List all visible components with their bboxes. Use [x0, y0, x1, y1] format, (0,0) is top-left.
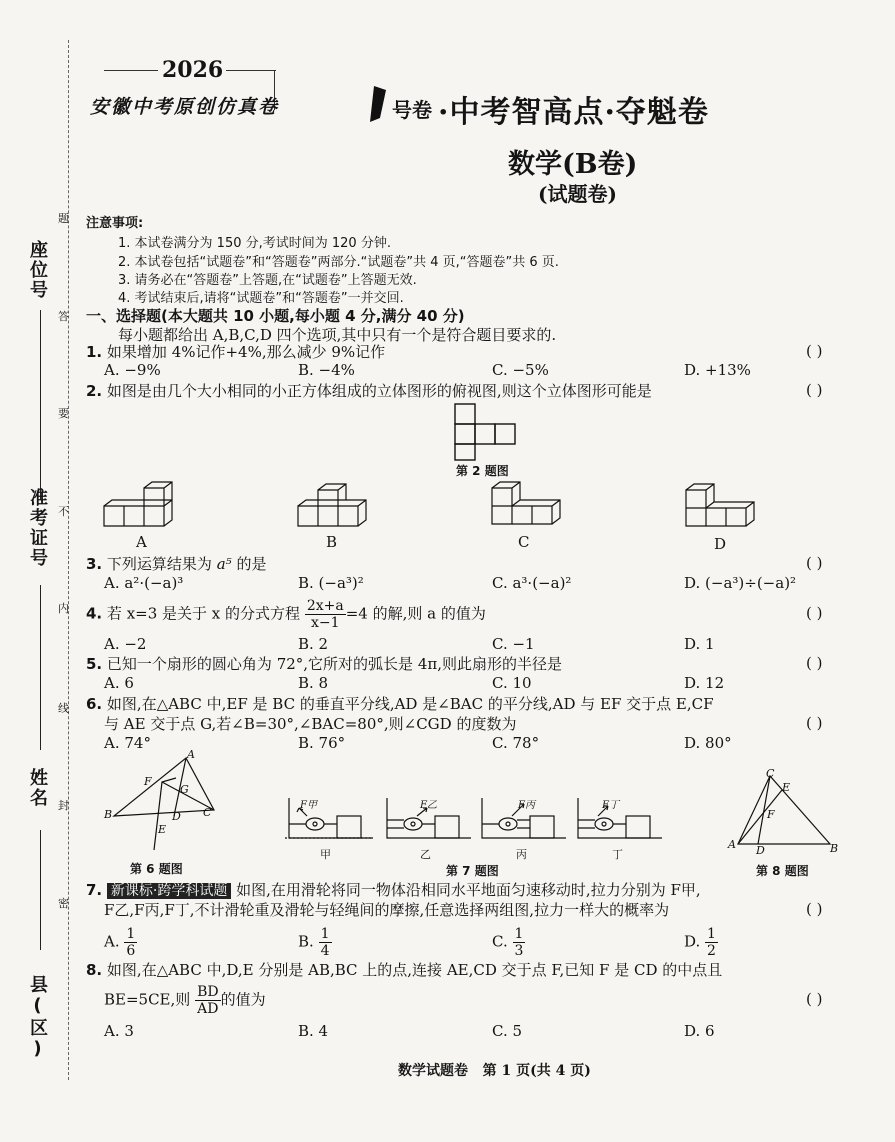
option-d: D. 1 — [684, 635, 715, 653]
option-c: C. a³·(−a)² — [492, 574, 572, 592]
fraction-denominator: AD — [197, 1001, 219, 1017]
fig8-label-f: F — [767, 808, 775, 821]
answer-paren: ( ) — [806, 381, 823, 399]
option-d: D. 80° — [684, 734, 732, 752]
fraction-denominator: 2 — [707, 943, 716, 959]
cube-figure-b — [294, 484, 384, 528]
seal-char: 线 — [58, 702, 69, 715]
figure-caption: 第 8 题图 — [756, 864, 809, 878]
option-d: D. +13% — [684, 361, 751, 379]
option-d: D. 12 — [684, 674, 725, 692]
fig6-label-b: B — [104, 808, 113, 821]
option-d: D. 6 — [684, 1022, 715, 1040]
series-title: 安徽中考原创仿真卷 — [90, 96, 280, 118]
note-item: 3. 请务必在“答题卷”上答题,在“试题卷”上答题无效. — [118, 273, 417, 288]
fraction — [305, 598, 346, 631]
note-item: 2. 本试卷包括“试题卷”和“答题卷”两部分.“试题卷”共 4 页,“答题卷”共 6 页. — [118, 255, 559, 270]
note-item: 4. 考试结束后,请将“试题卷”和“答题卷”一并交回. — [118, 291, 404, 306]
question-number: 4. — [86, 604, 103, 623]
option-c — [492, 926, 525, 959]
name-label: 姓名 — [27, 768, 48, 808]
fig6-label-a: A — [187, 748, 195, 761]
figure-option-c: C — [518, 533, 530, 551]
fraction-denominator: x−1 — [310, 615, 340, 631]
answer-paren: ( ) — [806, 554, 823, 572]
binding-dashed-line — [68, 40, 69, 1080]
fig8-label-d: D — [756, 844, 765, 857]
answer-paren: ( ) — [806, 990, 823, 1008]
seal-char: 答 — [58, 310, 69, 323]
question-number: 2. — [86, 382, 103, 400]
question-text: BE=5CE,则 — [104, 990, 191, 1009]
fig6-label-g: G — [180, 783, 189, 796]
question-text: 如图,在△ABC 中,D,E 分别是 AB,BC 上的点,连接 AE,CD 交于点 F,已知 F 是 CD 的中点且 — [106, 961, 723, 979]
brand-mark: 号卷 — [392, 98, 432, 122]
section-desc: 每小题都给出 A,B,C,D 四个选项,其中只有一个是符合题目要求的. — [118, 326, 557, 344]
option-a: A. 6 — [104, 674, 134, 692]
figure-caption: 第 6 题图 — [130, 862, 183, 876]
fraction-numerator: 1 — [707, 926, 716, 942]
option-d — [684, 926, 718, 959]
force-label: F甲 — [300, 800, 317, 811]
pulley-label: 甲 — [320, 848, 331, 861]
force-label: F丁 — [602, 800, 619, 811]
question-text: 如图,在用滑轮将同一物体沿相同水平地面匀速移动时,拉力分别为 F甲, — [236, 881, 701, 899]
question-7-line2: F乙,F丙,F丁,不计滑轮重及滑轮与轻绳间的摩擦,任意选择两组图,拉力一样大的概率为 — [104, 901, 670, 919]
question-8-line2 — [104, 984, 266, 1017]
option-c: C. 5 — [492, 1022, 523, 1040]
question-text: 下列运算结果为 — [106, 555, 217, 573]
option-b: B. (−a³)² — [298, 574, 364, 592]
question-4 — [86, 598, 486, 631]
ticket-fill-line — [40, 585, 41, 750]
option-a — [104, 926, 137, 959]
option-b — [298, 926, 332, 959]
fraction — [319, 926, 332, 959]
question-number: 1. — [86, 343, 103, 361]
seal-char: 不 — [58, 505, 69, 518]
top-view-figure — [450, 402, 520, 462]
question-text: 如图,在△ABC 中,EF 是 BC 的垂直平分线,AD 是∠BAC 的平分线,AD 与 EF 交于点 E,CF — [106, 695, 714, 713]
option-a: A. −9% — [104, 361, 161, 379]
cube-figure-c — [490, 480, 570, 530]
fraction-denominator: 6 — [126, 943, 136, 959]
option-c: C. 78° — [492, 734, 540, 752]
section-title: 一、选择题(本大题共 10 小题,每小题 4 分,满分 40 分) — [86, 307, 465, 325]
page-footer: 数学试题卷 第 1 页(共 4 页) — [398, 1063, 591, 1079]
question-2 — [86, 381, 652, 401]
option-label: A. — [104, 932, 120, 951]
fraction-numerator: 1 — [320, 926, 330, 942]
fig6-label-e: E — [158, 823, 167, 836]
question-number: 8. — [86, 961, 103, 979]
fraction — [195, 984, 221, 1017]
pulley-figure-jia — [285, 798, 375, 842]
option-label: B. — [298, 932, 314, 951]
figure-option-a: A — [136, 533, 147, 551]
option-a: A. 3 — [104, 1022, 134, 1040]
option-b: B. 8 — [298, 674, 329, 692]
option-label: D. — [684, 932, 701, 951]
name-fill-line — [40, 830, 41, 950]
question-text: =4 的解,则 a 的值为 — [345, 604, 486, 623]
figure-option-b: B — [326, 533, 338, 551]
figure-caption: 第 2 题图 — [456, 464, 509, 478]
figure-6-triangle — [100, 754, 230, 854]
fig8-label-c: C — [766, 767, 775, 780]
answer-paren: ( ) — [806, 900, 823, 918]
pulley-label: 丁 — [612, 848, 623, 861]
question-1 — [86, 342, 385, 362]
fraction-numerator: BD — [197, 984, 219, 1000]
fraction-denominator: 3 — [514, 943, 524, 959]
pulley-figure-ding — [574, 798, 664, 842]
question-7 — [86, 880, 701, 901]
cube-figure-d — [684, 484, 764, 530]
answer-paren: ( ) — [806, 342, 823, 360]
question-8 — [86, 960, 722, 980]
notes-title: 注意事项: — [86, 216, 144, 231]
force-label: F乙 — [420, 800, 437, 811]
option-b: B. 4 — [298, 1022, 329, 1040]
year: 2026 — [162, 57, 224, 83]
note-item: 1. 本试卷满分为 150 分,考试时间为 120 分钟. — [118, 236, 391, 251]
question-text: 的是 — [231, 555, 267, 573]
option-c: C. 10 — [492, 674, 532, 692]
answer-paren: ( ) — [806, 604, 823, 622]
fraction-numerator: 1 — [126, 926, 136, 942]
question-text: 的值为 — [220, 990, 266, 1009]
year-rule-right — [226, 70, 276, 71]
question-6 — [86, 694, 714, 714]
answer-paren: ( ) — [806, 654, 823, 672]
question-5 — [86, 654, 562, 674]
question-3 — [86, 554, 266, 574]
ticket-label: 准考证号 — [27, 488, 48, 568]
brand-logo-icon — [366, 84, 390, 124]
option-b: B. −4% — [298, 361, 355, 379]
answer-paren: ( ) — [806, 714, 823, 732]
seal-char: 题 — [58, 212, 69, 225]
fraction-numerator: 1 — [514, 926, 524, 942]
option-a: A. −2 — [104, 635, 147, 653]
question-6-line2: 与 AE 交于点 G,若∠B=30°,∠BAC=80°,则∠CGD 的度数为 — [104, 715, 517, 733]
question-number: 3. — [86, 555, 103, 573]
option-b: B. 2 — [298, 635, 329, 653]
force-label: F丙 — [518, 800, 535, 811]
question-number: 5. — [86, 655, 103, 673]
option-d: D. (−a³)÷(−a)² — [684, 574, 797, 592]
interdisciplinary-badge: 新课标·跨学科试题 — [107, 883, 231, 899]
figure-option-d: D — [714, 535, 727, 553]
question-number: 7. — [86, 881, 103, 899]
option-label: C. — [492, 932, 508, 951]
figure-caption: 第 7 题图 — [446, 864, 499, 878]
question-text: 已知一个扇形的圆心角为 72°,它所对的弧长是 4π,则此扇形的半径是 — [106, 655, 562, 673]
year-rule-left — [104, 70, 158, 71]
question-number: 6. — [86, 695, 103, 713]
fraction — [705, 926, 718, 959]
pulley-label: 乙 — [420, 848, 431, 861]
fig8-label-b: B — [830, 842, 839, 855]
seal-char: 内 — [58, 602, 69, 615]
seal-char: 封 — [58, 799, 69, 812]
fraction-denominator: 4 — [320, 943, 330, 959]
brand-title: ·中考智高点·夺魁卷 — [438, 95, 709, 130]
fig6-label-f: F — [144, 775, 152, 788]
fraction — [124, 926, 137, 959]
option-a: A. 74° — [104, 734, 151, 752]
cube-figure-a — [100, 484, 190, 528]
option-a: A. a²·(−a)³ — [104, 574, 184, 592]
question-text: 若 x=3 是关于 x 的分式方程 — [106, 604, 301, 623]
seal-char: 密 — [58, 897, 69, 910]
question-text: 如果增加 4%记作+4%,那么减少 9%记作 — [106, 343, 386, 361]
fig6-label-d: D — [172, 810, 181, 823]
fig8-label-a: A — [728, 838, 736, 851]
option-c: C. −5% — [492, 361, 549, 379]
question-math: a⁵ — [216, 555, 232, 573]
option-c: C. −1 — [492, 635, 535, 653]
subject-title: 数学(B卷) — [508, 149, 638, 180]
option-b: B. 76° — [298, 734, 346, 752]
question-text: 如图是由几个大小相同的小正方体组成的立体图形的俯视图,则这个立体图形可能是 — [106, 382, 652, 400]
paper-type: (试题卷) — [538, 182, 617, 206]
seat-label: 座位号 — [27, 240, 48, 300]
fraction-numerator: 2x+a — [306, 598, 344, 614]
county-label: 县(区) — [27, 975, 48, 1061]
fig8-label-e: E — [782, 781, 791, 794]
fig6-label-c: C — [203, 806, 212, 819]
fraction — [513, 926, 526, 959]
pulley-label: 丙 — [516, 848, 527, 861]
seal-char: 要 — [58, 407, 69, 420]
seat-fill-line — [40, 310, 41, 500]
